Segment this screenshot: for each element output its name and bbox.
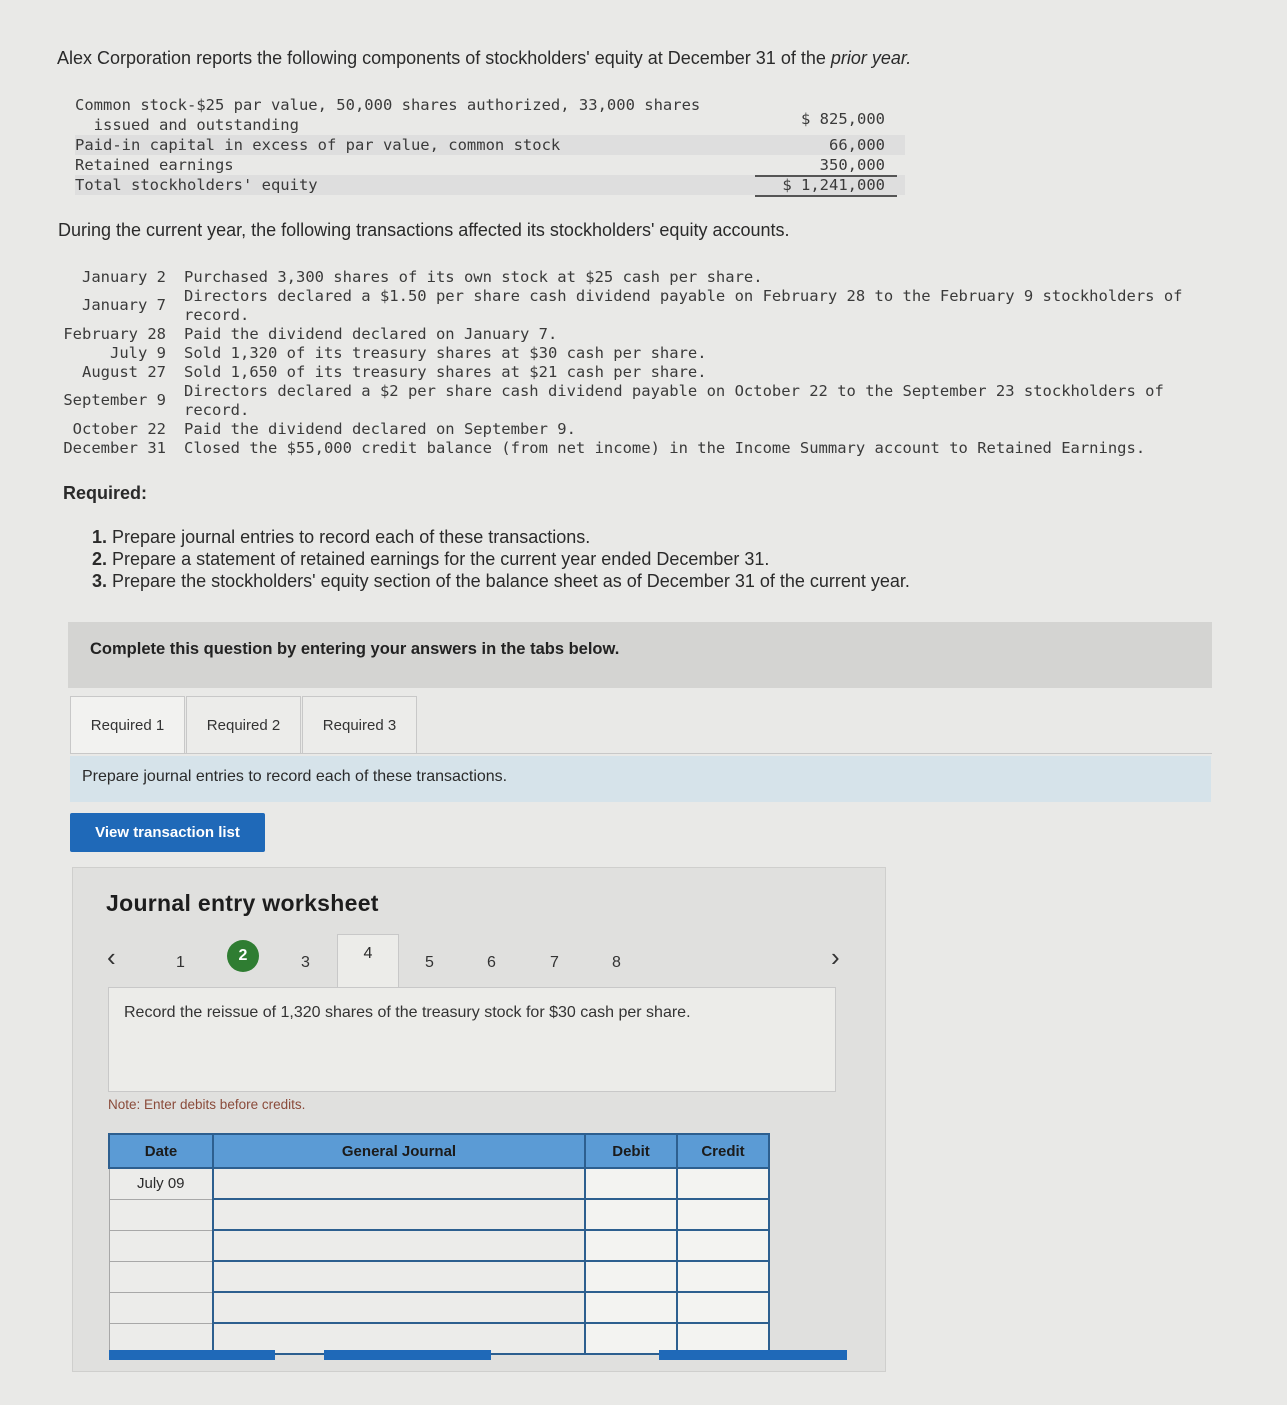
transaction-desc: Paid the dividend declared on January 7. (184, 325, 558, 343)
date-cell[interactable] (109, 1292, 213, 1323)
transaction-date: July 9 (110, 344, 166, 362)
transaction-desc: Directors declared a $2 per share cash dividend payable on October 22 to the September 23 stockholders of record. (184, 382, 1164, 419)
table-row (109, 1230, 769, 1261)
total-rule (755, 195, 897, 197)
credit-input[interactable] (677, 1199, 769, 1230)
page-5[interactable]: 5 (425, 954, 434, 971)
date-cell[interactable] (109, 1199, 213, 1230)
transaction-date: August 27 (82, 363, 166, 381)
transaction-desc: Paid the dividend declared on September 9. (184, 420, 576, 438)
tab-instruction-bar (70, 756, 1211, 802)
transaction-row (58, 363, 1258, 382)
record-entry-button[interactable] (109, 1350, 275, 1360)
column-debit: Debit (585, 1134, 677, 1168)
transaction-date: September 9 (63, 391, 166, 409)
view-transaction-list-button[interactable]: View transaction list (70, 813, 265, 852)
required-list (92, 526, 910, 592)
transactions-list (58, 268, 1258, 458)
date-cell[interactable] (109, 1230, 213, 1261)
page-4[interactable]: 4 (337, 934, 399, 987)
view-general-journal-button[interactable] (659, 1350, 847, 1360)
date-cell[interactable]: July 09 (109, 1168, 213, 1199)
page-8[interactable]: 8 (612, 954, 621, 971)
equity-label: Total stockholders' equity (75, 176, 318, 194)
equity-row (75, 110, 905, 135)
equity-label: Common stock-$25 par value, 50,000 shares authorized, 33,000 shares (75, 96, 701, 114)
account-select[interactable] (213, 1168, 585, 1199)
credit-input[interactable] (677, 1292, 769, 1323)
transaction-row (58, 287, 1258, 325)
required-heading: Required: (63, 483, 148, 503)
table-row (109, 1199, 769, 1230)
transaction-date: February 28 (63, 325, 166, 343)
clear-entry-button[interactable] (324, 1350, 491, 1360)
debit-input[interactable] (585, 1292, 677, 1323)
transaction-desc: Purchased 3,300 shares of its own stock at $25 cash per share. (184, 268, 763, 286)
transaction-row (58, 268, 1258, 287)
transaction-row (58, 325, 1258, 344)
tab-required-3[interactable]: Required 3 (302, 696, 417, 754)
table-row (109, 1168, 769, 1199)
journal-table (108, 1133, 770, 1355)
account-select[interactable] (213, 1199, 585, 1230)
equity-amount: $ 825,000 (801, 110, 885, 128)
transaction-desc: Sold 1,650 of its treasury shares at $21 cash per share. (184, 363, 707, 381)
entry-description: Record the reissue of 1,320 shares of the treasury stock for $30 cash per share. (124, 1004, 691, 1021)
entry-description-box (108, 987, 836, 1092)
account-select[interactable] (213, 1292, 585, 1323)
worksheet-title: Journal entry worksheet (106, 890, 379, 916)
equity-amount: $ 1,241,000 (782, 176, 885, 194)
equity-row (75, 95, 905, 115)
credit-input[interactable] (677, 1168, 769, 1199)
equity-row (75, 175, 905, 195)
tab-required-2[interactable]: Required 2 (186, 696, 301, 754)
worksheet-pager (73, 934, 885, 988)
transaction-date: October 22 (72, 420, 166, 438)
page-7[interactable]: 7 (550, 954, 559, 971)
date-cell[interactable] (109, 1261, 213, 1292)
equity-label: Retained earnings (75, 156, 234, 174)
tab-divider (70, 753, 1212, 754)
equity-row (75, 135, 905, 155)
transaction-row (58, 382, 1258, 420)
column-credit: Credit (677, 1134, 769, 1168)
tab-required-1[interactable]: Required 1 (70, 696, 185, 754)
debit-input[interactable] (585, 1261, 677, 1292)
debit-input[interactable] (585, 1230, 677, 1261)
instructions-text: Complete this question by entering your answers in the tabs below. (90, 640, 620, 658)
entry-note: Note: Enter debits before credits. (108, 1097, 306, 1112)
page-2-current[interactable]: 2 (227, 940, 259, 972)
instructions-banner (68, 622, 1212, 688)
required-item: 1. Prepare journal entries to record each of these transactions. (92, 527, 591, 547)
table-row (109, 1261, 769, 1292)
required-item: 3. Prepare the stockholders' equity section of the balance sheet as of December 31 of the current year. (92, 571, 910, 591)
column-date: Date (109, 1134, 213, 1168)
column-general-journal: General Journal (213, 1134, 585, 1168)
transaction-date: January 7 (82, 296, 166, 314)
transaction-row (58, 420, 1258, 439)
debit-input[interactable] (585, 1168, 677, 1199)
account-select[interactable] (213, 1230, 585, 1261)
account-select[interactable] (213, 1261, 585, 1292)
transaction-row (58, 344, 1258, 363)
required-item: 2. Prepare a statement of retained earnings for the current year ended December 31. (92, 549, 770, 569)
chevron-left-icon[interactable]: ‹ (107, 942, 116, 972)
transaction-date: December 31 (63, 439, 166, 457)
transaction-desc: Directors declared a $1.50 per share cash dividend payable on February 28 to the February 9 stockholders of record. (184, 287, 1183, 324)
transaction-row (58, 439, 1258, 458)
equity-row (75, 155, 905, 175)
credit-input[interactable] (677, 1230, 769, 1261)
debit-input[interactable] (585, 1199, 677, 1230)
journal-worksheet (72, 867, 886, 1372)
page-1[interactable]: 1 (176, 954, 185, 971)
equity-amount: 350,000 (819, 156, 885, 174)
intro-text: Alex Corporation reports the following components of stockholders' equity at December 31 of the prior year. (57, 48, 912, 68)
equity-table (75, 95, 905, 195)
tab-instruction: Prepare journal entries to record each of these transactions. (82, 768, 508, 785)
transaction-date: January 2 (82, 268, 166, 286)
equity-label: issued and outstanding (75, 116, 299, 134)
equity-amount: 66,000 (829, 136, 885, 154)
transaction-desc: Closed the $55,000 credit balance (from net income) in the Income Summary account to Retained Earnings. (184, 439, 1146, 457)
chevron-right-icon[interactable]: › (831, 942, 840, 972)
table-row (109, 1292, 769, 1323)
during-text: During the current year, the following transactions affected its stockholders' equity accounts. (58, 220, 790, 240)
credit-input[interactable] (677, 1261, 769, 1292)
page-6[interactable]: 6 (487, 954, 496, 971)
page-3[interactable]: 3 (301, 954, 310, 971)
equity-label: Paid-in capital in excess of par value, common stock (75, 136, 561, 154)
transaction-desc: Sold 1,320 of its treasury shares at $30 cash per share. (184, 344, 707, 362)
